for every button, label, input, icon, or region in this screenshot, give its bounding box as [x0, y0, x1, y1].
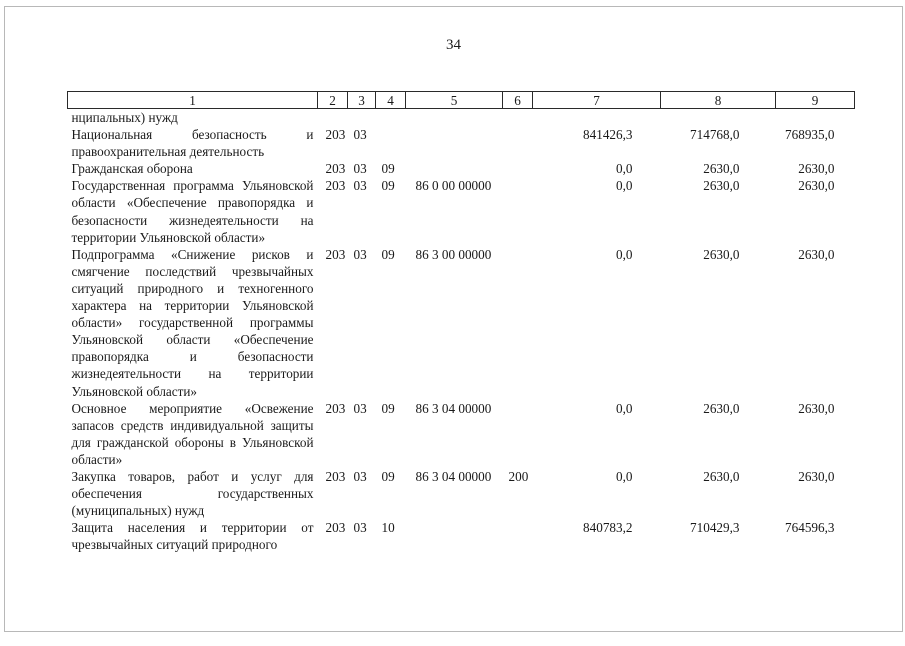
cell-col9	[776, 109, 855, 127]
cell-col2: 203	[325, 246, 346, 262]
column-header: 8	[661, 92, 776, 109]
cell-col5	[406, 109, 503, 127]
cell-col7	[533, 109, 661, 127]
cell-col4: 09	[381, 400, 395, 416]
cell-col2	[318, 109, 348, 127]
cell-col9: 764596,3	[785, 520, 835, 536]
cell-col5: 86 3 00 00000	[415, 246, 492, 262]
cell-col4	[376, 109, 406, 127]
column-header: 3	[348, 92, 376, 109]
cell-col7: 0,0	[616, 161, 633, 177]
cell-col2: 203	[325, 127, 346, 143]
row-name: Подпрограмма «Снижение рисков и смягчение последствий чрезвычайных ситуаций природного и техногенного характера на территории Ульяновской области» государственной программы Ульяновской области «Обеспечение правопорядка и безопасности жизнедеятельности на территории Ульяновской области»	[71, 246, 314, 399]
column-header: 6	[503, 92, 533, 109]
column-header: 5	[406, 92, 503, 109]
cell-col9: 768935,0	[785, 127, 835, 143]
table-row	[68, 177, 855, 245]
cell-col9: 2630,0	[798, 468, 835, 484]
cell-col5: 86 3 04 00000	[415, 468, 492, 484]
row-name: Гражданская оборона	[71, 161, 193, 177]
row-name: Закупка товаров, работ и услуг для обеспечения государственных (муниципальных) нужд	[71, 468, 314, 519]
cell-col7: 0,0	[616, 468, 633, 484]
cell-col6	[503, 160, 533, 177]
cell-col8	[661, 109, 776, 127]
column-header: 4	[376, 92, 406, 109]
cell-col9: 2630,0	[798, 400, 835, 416]
cell-col4: 09	[381, 161, 395, 177]
cell-col4: 10	[381, 520, 395, 536]
cell-col7: 0,0	[616, 246, 633, 262]
cell-col8: 2630,0	[703, 246, 740, 262]
cell-col5	[406, 126, 503, 160]
cell-col2: 203	[325, 178, 346, 194]
cell-col5	[406, 519, 503, 553]
cell-col7: 841426,3	[583, 127, 633, 143]
cell-col2: 203	[325, 400, 346, 416]
cell-col6	[503, 126, 533, 160]
document-page	[4, 6, 903, 632]
column-header: 1	[68, 92, 318, 109]
cell-col4: 09	[381, 178, 395, 194]
cell-col9: 2630,0	[798, 161, 835, 177]
cell-col2: 203	[325, 161, 346, 177]
table-body	[68, 109, 855, 554]
table-header	[68, 92, 855, 109]
column-header: 2	[318, 92, 348, 109]
cell-col2: 203	[325, 468, 346, 484]
budget-table	[67, 91, 855, 553]
cell-col4: 09	[381, 468, 395, 484]
cell-col8: 2630,0	[703, 178, 740, 194]
cell-col6	[503, 400, 533, 468]
header-row	[68, 92, 855, 109]
cell-col5: 86 0 00 00000	[415, 178, 492, 194]
cell-col6: 200	[508, 468, 529, 484]
cell-col3: 03	[353, 161, 367, 177]
cell-col3: 03	[353, 468, 367, 484]
page-number: 34	[446, 37, 461, 53]
column-header: 7	[533, 92, 661, 109]
cell-col6	[503, 109, 533, 127]
cell-col3: 03	[353, 127, 367, 143]
cell-col3: 03	[353, 246, 367, 262]
cell-col4: 09	[381, 246, 395, 262]
cell-col7: 0,0	[616, 178, 633, 194]
cell-col3: 03	[353, 400, 367, 416]
cell-col6	[503, 246, 533, 400]
cell-col8: 2630,0	[703, 161, 740, 177]
table-row	[68, 126, 855, 160]
table-row	[68, 400, 855, 468]
row-name: Национальная безопасность и правоохранительная деятельность	[71, 127, 314, 160]
cell-col8: 710429,3	[690, 520, 740, 536]
cell-col3	[348, 109, 376, 127]
cell-col8: 2630,0	[703, 400, 740, 416]
cell-col5	[406, 160, 503, 177]
row-name: нципальных) нужд	[71, 110, 178, 125]
cell-col3: 03	[353, 520, 367, 536]
row-name: Основное мероприятие «Освежение запасов средств индивидуальной защиты для гражданской обороны в Ульяновской области»	[71, 400, 314, 467]
cell-col9: 2630,0	[798, 246, 835, 262]
cell-col4	[376, 126, 406, 160]
row-name: Государственная программа Ульяновской области «Обеспечение правопорядка и безопасности жизнедеятельности на территории Ульяновской области»	[71, 178, 314, 245]
cell-col6	[503, 177, 533, 245]
cell-col3: 03	[353, 178, 367, 194]
cell-col5: 86 3 04 00000	[415, 400, 492, 416]
table-row	[68, 160, 855, 177]
row-name: Защита населения и территории от чрезвычайных ситуаций природного	[71, 520, 314, 553]
table-row	[68, 246, 855, 400]
cell-col2: 203	[325, 520, 346, 536]
cell-col8: 714768,0	[690, 127, 740, 143]
cell-col9: 2630,0	[798, 178, 835, 194]
table-row	[68, 109, 855, 127]
table-row	[68, 468, 855, 519]
cell-col6	[503, 519, 533, 553]
table-row	[68, 519, 855, 553]
cell-col7: 840783,2	[583, 520, 633, 536]
cell-col7: 0,0	[616, 400, 633, 416]
cell-col8: 2630,0	[703, 468, 740, 484]
column-header: 9	[776, 92, 855, 109]
